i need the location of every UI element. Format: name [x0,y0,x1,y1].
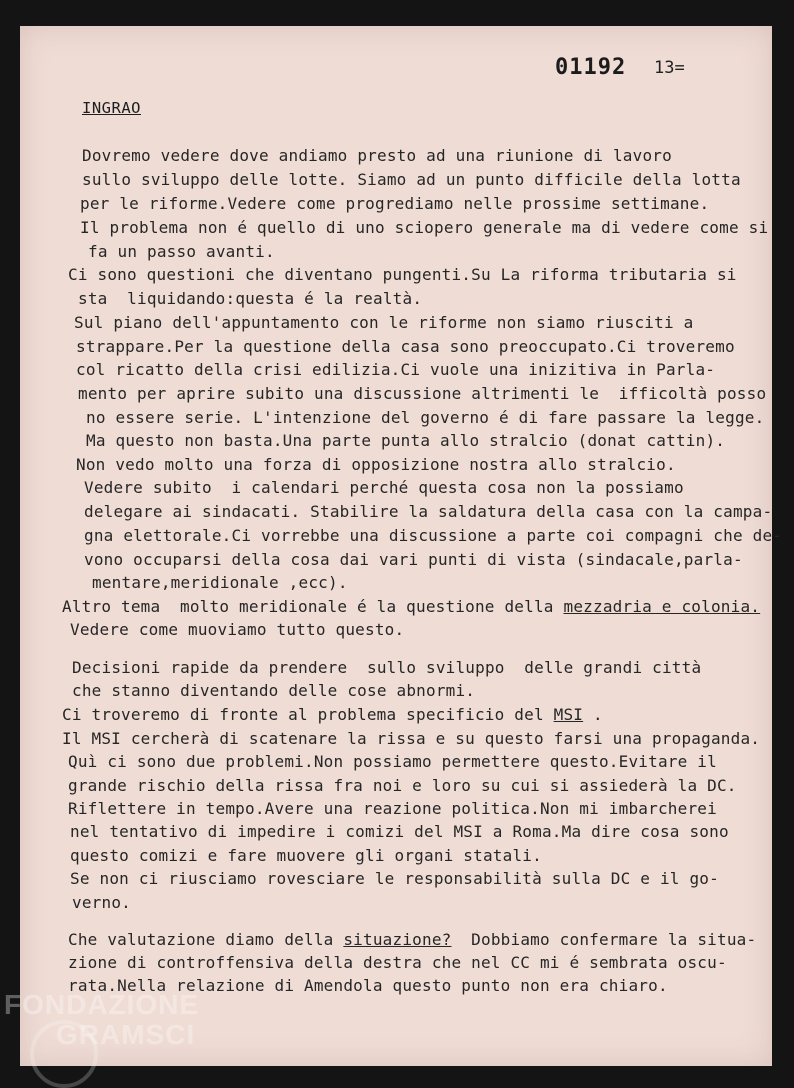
text-line: sta liquidando:questa é la realtà. [78,289,423,308]
underlined-phrase: situazione? [343,930,452,949]
text-line: Il problema non é quello di uno sciopero generale ma di vedere come si [80,218,769,237]
document-mark: 13= [654,58,685,78]
text-line: no essere serie. L'intenzione del governo é di fare passare la legge. [86,408,765,427]
text-line [62,597,760,617]
document-number: 01192 [555,55,627,80]
text-line: che stanno diventando delle cose abnormi. [72,681,476,700]
watermark [4,990,199,1050]
text-line: Riflettere in tempo.Avere una reazione politica.Non mi imbarcherei [68,799,717,818]
text-line [68,930,756,950]
text-line: grande rischio della rissa fra noi e loro su cui si assiederà la DC. [68,776,737,795]
text-line: mentare,meridionale ,ecc). [92,573,348,592]
text-line: verno. [72,893,131,912]
text-line: Se non ci riusciamo rovesciare le responsabilità sulla DC e il go- [70,869,719,888]
text-line [62,705,603,725]
text-line: zione di controffensiva della destra che nel CC mi é sembrata oscu- [68,953,727,972]
text-line: sullo sviluppo delle lotte. Siamo ad un punto difficile della lotta [82,170,741,189]
text-line: Vedere come muoviamo tutto questo. [70,620,405,639]
text-line: nel tentativo di impedire i comizi del MSI a Roma.Ma dire cosa sono [70,822,729,841]
text-line: gna elettorale.Ci vorrebbe una discussione a parte coi compagni che de- [84,526,783,545]
text-line: Ma questo non basta.Una parte punta allo stralcio (donat cattin). [86,431,726,450]
text-segment: Ci troveremo di fronte al problema specificio del [62,705,554,724]
underlined-phrase: MSI [553,705,584,724]
underlined-phrase: mezzadria e colonia. [563,597,761,616]
speaker-name: INGRAO [82,99,141,117]
text-line: mento per aprire subito una discussione altrimenti le ifficoltà posso [78,384,767,403]
text-line: Il MSI cercherà di scatenare la rissa e su questo farsi una propaganda. [62,729,761,748]
text-line: rata.Nella relazione di Amendola questo punto non era chiaro. [68,976,668,995]
text-segment: Dobbiamo confermare la situa- [451,930,757,949]
text-segment: Che valutazione diamo della [68,930,344,949]
watermark-line1: FONDAZIONE [4,989,200,1020]
text-line: questo comizi e fare muovere gli organi statali. [70,846,542,865]
text-line: fa un passo avanti. [88,242,275,261]
text-line: col ricatto della crisi edilizia.Ci vuole una inizitiva in Parla- [76,360,716,379]
text-segment: . [583,705,603,724]
text-line: delegare ai sindacati. Stabilire la saldatura della casa con la campa- [84,502,773,521]
text-line: strappare.Per la questione della casa sono preoccupato.Ci troveremo [76,337,735,356]
text-line: Quì ci sono due problemi.Non possiamo permettere questo.Evitare il [68,752,717,771]
text-line: Dovremo vedere dove andiamo presto ad una riunione di lavoro [82,146,672,165]
text-line: Sul piano dell'appuntamento con le riforme non siamo riusciti a [74,313,694,332]
text-line: Vedere subito i calendari perché questa cosa non la possiamo [84,478,684,497]
text-line: vono occuparsi della cosa dai vari punti di vista (sindacale,parla- [84,550,743,569]
watermark-line2: GRAMSCI [56,1019,196,1050]
text-segment: Altro tema molto meridionale é la questione della [62,597,564,616]
text-line: Ci sono questioni che diventano pungenti.Su La riforma tributaria si [68,265,737,284]
text-line: per le riforme.Vedere come progrediamo nelle prossime settimane. [80,194,710,213]
text-line: Non vedo molto una forza di opposizione nostra allo stralcio. [76,455,676,474]
text-line: Decisioni rapide da prendere sullo sviluppo delle grandi città [72,658,702,677]
